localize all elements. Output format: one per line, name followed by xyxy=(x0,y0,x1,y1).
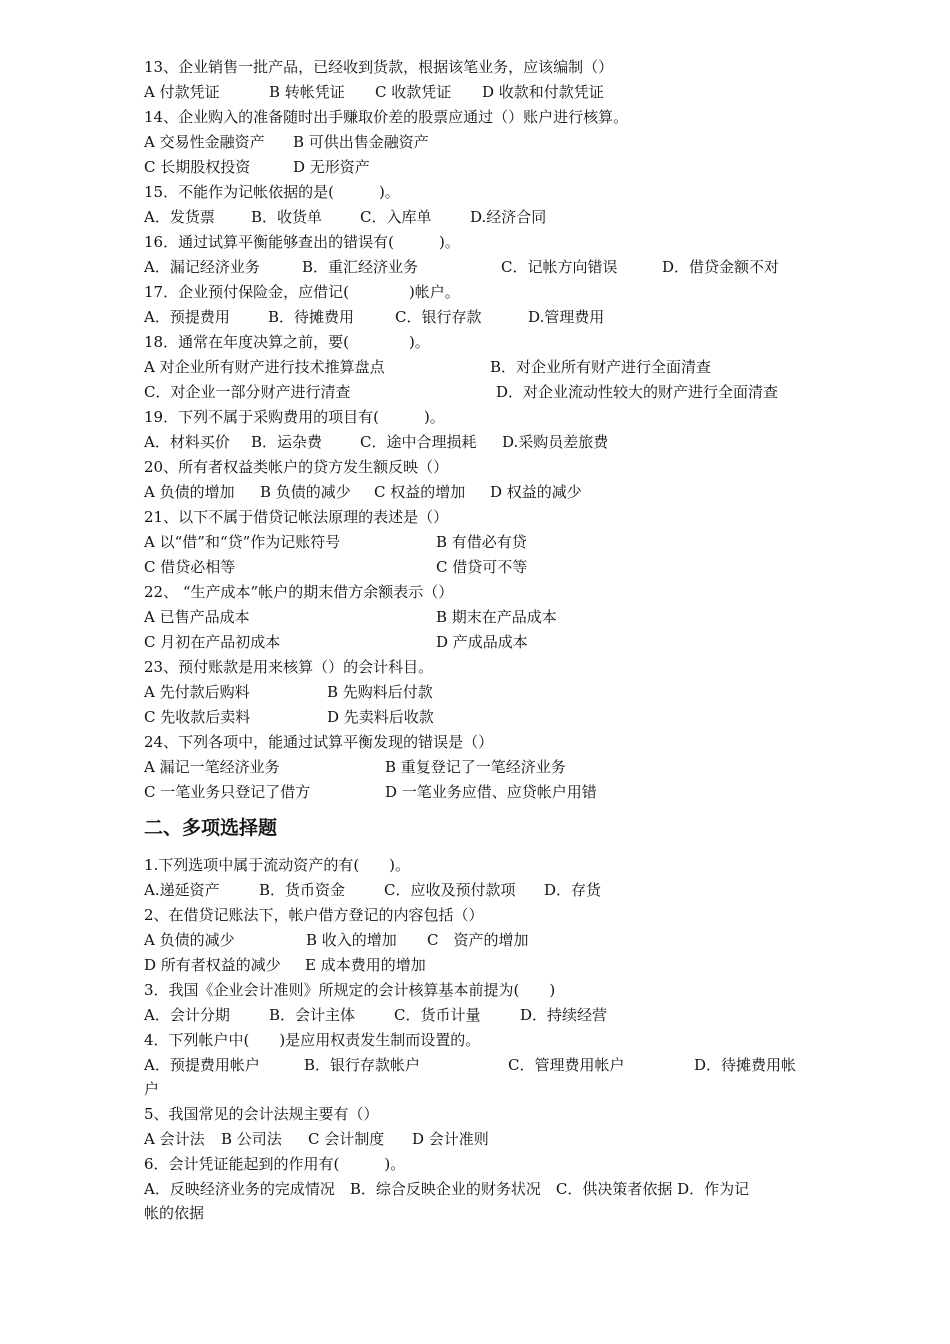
mc-question-5-stem: 5、我国常见的会计法规主要有（） xyxy=(144,1105,379,1123)
option-b: B．待摊费用 xyxy=(268,308,355,326)
option-d: D．待摊费用帐 xyxy=(694,1056,797,1074)
option-b: B．运杂费 xyxy=(251,433,323,451)
option-a: A.递延资产 xyxy=(144,881,220,899)
option-a: A 先付款后购料 xyxy=(144,683,250,701)
option-a: A 以“借”和“贷”作为记账符号 xyxy=(144,533,341,551)
option-c: C 先收款后卖料 xyxy=(144,708,251,726)
option-b: B 收入的增加 xyxy=(306,931,397,949)
option-b: B 可供出售金融资产 xyxy=(293,133,429,151)
option-a: A 漏记一笔经济业务 xyxy=(144,758,280,776)
mc-question-6-wrap: 帐的依据 xyxy=(144,1204,205,1222)
option-a: A 已售产品成本 xyxy=(144,608,250,626)
mc-question-6-stem: 6．会计凭证能起到的作用有( )。 xyxy=(144,1155,406,1173)
option-d: D 收款和付款凭证 xyxy=(482,83,604,101)
option-c: C 长期股权投资 xyxy=(144,158,251,176)
option-b: B 期末在产品成本 xyxy=(436,608,557,626)
option-c: C 权益的增加 xyxy=(374,483,466,501)
option-b: B．会计主体 xyxy=(269,1006,356,1024)
mc-question-1-stem: 1.下列选项中属于流动资产的有( )。 xyxy=(144,856,411,874)
question-14-stem: 14、企业购入的准备随时出手赚取价差的股票应通过（）账户进行核算。 xyxy=(144,108,629,126)
question-23-stem: 23、预付账款是用来核算（）的会计科目。 xyxy=(144,658,434,676)
option-c: C．记帐方向错误 xyxy=(501,258,618,276)
option-d: D 会计准则 xyxy=(412,1130,489,1148)
mc-question-4-stem: 4．下列帐户中( )是应用权责发生制而设置的。 xyxy=(144,1031,481,1049)
option-a: A．材料买价 xyxy=(144,433,230,451)
option-d: D 产成品成本 xyxy=(436,633,528,651)
option-b: B．重汇经济业务 xyxy=(302,258,419,276)
section-heading-multiple-choice: 二、多项选择题 xyxy=(144,817,278,839)
option-c: C．银行存款 xyxy=(395,308,482,326)
option-a: A 付款凭证 xyxy=(144,83,220,101)
option-d: D．持续经营 xyxy=(520,1006,608,1024)
option-d: D 所有者权益的减少 xyxy=(144,956,281,974)
option-c: C．入库单 xyxy=(360,208,432,226)
option-d: D 无形资产 xyxy=(293,158,370,176)
option-d: D 一笔业务应借、应贷帐户用错 xyxy=(385,783,597,801)
question-13-stem: 13、企业销售一批产品，已经收到货款，根据该笔业务，应该编制（） xyxy=(144,58,614,76)
mc-question-2-stem: 2、在借贷记账法下，帐户借方登记的内容包括（） xyxy=(144,906,484,924)
option-b: B．货币资金 xyxy=(259,881,346,899)
option-b: B 转帐凭证 xyxy=(269,83,345,101)
option-c: C．管理费用帐户 xyxy=(508,1056,625,1074)
question-16-stem: 16．通过试算平衡能够查出的错误有( )。 xyxy=(144,233,460,251)
option-d: D 先卖料后收款 xyxy=(327,708,434,726)
option-c: C．对企业一部分财产进行清查 xyxy=(144,383,351,401)
option-a: A 交易性金融资产 xyxy=(144,133,265,151)
mc-question-3-stem: 3．我国《企业会计准则》所规定的会计核算基本前提为( ) xyxy=(144,981,556,999)
question-24-stem: 24、下列各项中，能通过试算平衡发现的错误是（） xyxy=(144,733,494,751)
option-d: D 权益的减少 xyxy=(490,483,582,501)
option-a: A．会计分期 xyxy=(144,1006,230,1024)
question-22-stem: 22、 “生产成本”帐户的期末借方余额表示（） xyxy=(144,583,454,601)
option-c-second: C 借贷可不等 xyxy=(436,558,528,576)
option-c: C 收款凭证 xyxy=(375,83,452,101)
question-15-stem: 15．不能作为记帐依据的是( )。 xyxy=(144,183,400,201)
option-b: B 先购料后付款 xyxy=(327,683,433,701)
option-d: D.经济合同 xyxy=(470,208,547,226)
option-a: A．发货票 xyxy=(144,208,215,226)
option-b: B 公司法 xyxy=(221,1130,282,1148)
question-21-stem: 21、以下不属于借贷记帐法原理的表述是（） xyxy=(144,508,449,526)
option-e: E 成本费用的增加 xyxy=(305,956,426,974)
option-a: A．预提费用帐户 xyxy=(144,1056,260,1074)
option-c: C 借贷必相等 xyxy=(144,558,236,576)
option-b: B．银行存款帐户 xyxy=(304,1056,421,1074)
option-b: B．收货单 xyxy=(251,208,323,226)
option-d: D．存货 xyxy=(544,881,602,899)
option-c: C 一笔业务只登记了借方 xyxy=(144,783,311,801)
question-18-stem: 18．通常在年度决算之前，要( )。 xyxy=(144,333,430,351)
option-c: C．应收及预付款项 xyxy=(384,881,516,899)
option-b: B．对企业所有财产进行全面清查 xyxy=(490,358,712,376)
option-a: A．预提费用 xyxy=(144,308,230,326)
option-a: A 对企业所有财产进行技术推算盘点 xyxy=(144,358,385,376)
option-b: B 有借必有贷 xyxy=(436,533,527,551)
question-19-stem: 19．下列不属于采购费用的项目有( )。 xyxy=(144,408,445,426)
question-20-stem: 20、所有者权益类帐户的贷方发生额反映（） xyxy=(144,458,449,476)
option-a: A 负债的减少 xyxy=(144,931,235,949)
option-a: A 负债的增加 xyxy=(144,483,235,501)
option-b: B 重复登记了一笔经济业务 xyxy=(385,758,566,776)
option-d: D．对企业流动性较大的财产进行全面清查 xyxy=(496,383,779,401)
option-b: B 负债的减少 xyxy=(260,483,351,501)
option-c: C 资产的增加 xyxy=(427,931,529,949)
option-c: C 会计制度 xyxy=(308,1130,385,1148)
option-d: D.管理费用 xyxy=(528,308,605,326)
question-17-stem: 17．企业预付保险金，应借记( )帐户。 xyxy=(144,283,460,301)
mc-question-6-options: A．反映经济业务的完成情况 B．综合反映企业的财务状况 C．供决策者依据 D．作为记 xyxy=(144,1180,750,1198)
mc-question-4-wrap: 户 xyxy=(144,1080,160,1098)
option-d: D.采购员差旅费 xyxy=(502,433,609,451)
option-a: A 会计法 xyxy=(144,1130,205,1148)
option-d: D．借贷金额不对 xyxy=(662,258,780,276)
option-c: C 月初在产品初成本 xyxy=(144,633,281,651)
option-a: A．漏记经济业务 xyxy=(144,258,260,276)
option-c: C．货币计量 xyxy=(394,1006,481,1024)
option-c: C．途中合理损耗 xyxy=(360,433,477,451)
